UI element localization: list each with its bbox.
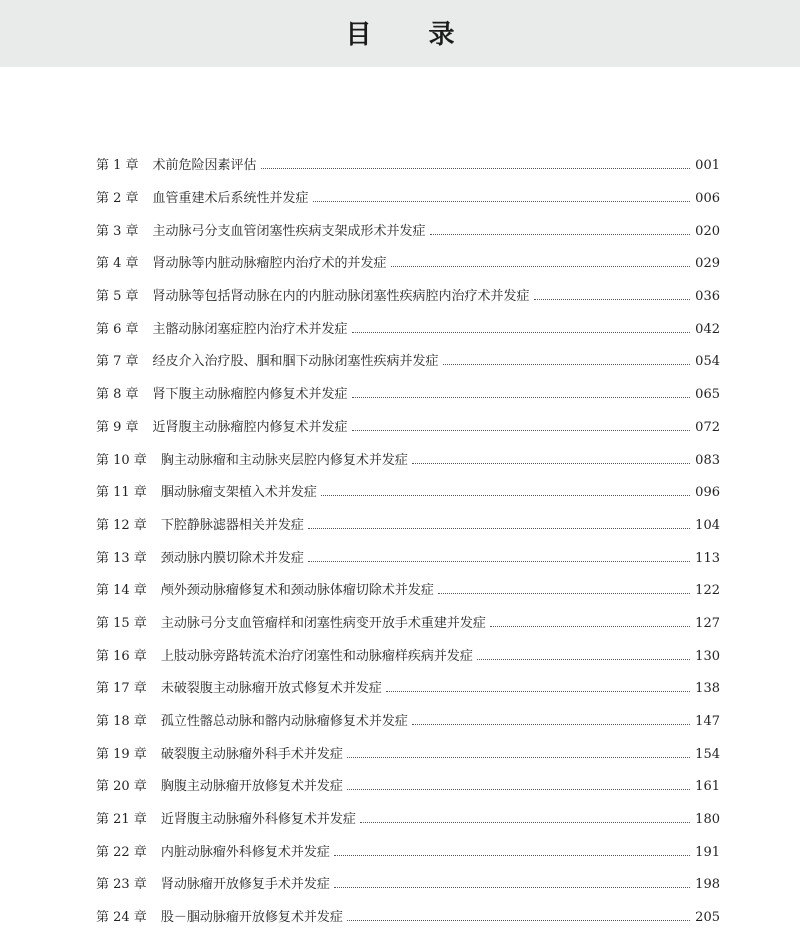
toc-chapter-title: 颈动脉内膜切除术并发症 bbox=[160, 550, 304, 566]
toc-page-number: 029 bbox=[695, 256, 720, 272]
toc-chapter-number: 第 17 章 bbox=[96, 681, 147, 697]
toc-chapter-number: 第 20 章 bbox=[96, 779, 147, 795]
toc-entry[interactable] bbox=[96, 313, 720, 346]
toc-chapter-number: 第 10 章 bbox=[96, 452, 147, 468]
toc-entry[interactable] bbox=[96, 477, 720, 510]
toc-entry[interactable] bbox=[96, 771, 720, 804]
toc-dot-leader bbox=[386, 690, 690, 692]
toc-chapter-number: 第 9 章 bbox=[96, 419, 139, 435]
toc-entry[interactable] bbox=[96, 346, 720, 379]
toc-entry[interactable] bbox=[96, 444, 720, 477]
toc-page-number: 006 bbox=[695, 191, 720, 207]
toc-page-number: 054 bbox=[695, 354, 720, 370]
toc-entry[interactable] bbox=[96, 248, 720, 281]
toc-chapter-number: 第 13 章 bbox=[96, 550, 147, 566]
toc-chapter-title: 肾动脉等内脏动脉瘤腔内治疗术的并发症 bbox=[152, 256, 387, 272]
toc-page-number: 065 bbox=[695, 387, 720, 403]
toc-page-number: 001 bbox=[695, 158, 720, 174]
toc-dot-leader bbox=[313, 200, 690, 202]
toc-dot-leader bbox=[261, 167, 690, 169]
toc-dot-leader bbox=[477, 658, 690, 660]
toc-chapter-title: 经皮介入治疗股、腘和腘下动脉闭塞性疾病并发症 bbox=[152, 354, 439, 370]
toc-entry[interactable] bbox=[96, 640, 720, 673]
toc-dot-leader bbox=[321, 494, 690, 496]
toc-page-number: 161 bbox=[695, 779, 720, 795]
toc-dot-leader bbox=[490, 625, 690, 627]
toc-chapter-title: 主动脉弓分支血管闭塞性疾病支架成形术并发症 bbox=[152, 223, 426, 239]
toc-entry[interactable] bbox=[96, 379, 720, 412]
toc-chapter-number: 第 6 章 bbox=[96, 321, 139, 337]
toc-chapter-number: 第 5 章 bbox=[96, 289, 139, 305]
toc-chapter-title: 胸主动脉瘤和主动脉夹层腔内修复术并发症 bbox=[160, 452, 408, 468]
toc-page-number: 036 bbox=[695, 289, 720, 305]
toc-page-number: 147 bbox=[695, 714, 720, 730]
toc-page-number: 083 bbox=[695, 452, 720, 468]
toc-entry[interactable] bbox=[96, 608, 720, 641]
toc-chapter-title: 股－腘动脉瘤开放修复术并发症 bbox=[160, 910, 343, 926]
toc-chapter-title: 肾动脉瘤开放修复手术并发症 bbox=[160, 877, 330, 893]
toc-chapter-title: 主动脉弓分支血管瘤样和闭塞性病变开放手术重建并发症 bbox=[160, 615, 486, 631]
toc-page-number: 113 bbox=[695, 550, 720, 566]
toc-dot-leader bbox=[352, 429, 690, 431]
toc-dot-leader bbox=[443, 363, 690, 365]
toc-dot-leader bbox=[438, 592, 690, 594]
toc-entry[interactable] bbox=[96, 836, 720, 869]
toc-entry[interactable] bbox=[96, 804, 720, 837]
toc-chapter-title: 颅外颈动脉瘤修复术和颈动脉体瘤切除术并发症 bbox=[160, 583, 434, 599]
toc-page-number: 130 bbox=[695, 648, 720, 664]
toc-dot-leader bbox=[391, 265, 690, 267]
toc-page-number: 138 bbox=[695, 681, 720, 697]
toc-dot-leader bbox=[347, 788, 690, 790]
toc-chapter-title: 破裂腹主动脉瘤外科手术并发症 bbox=[160, 746, 343, 762]
toc-chapter-title: 血管重建术后系统性并发症 bbox=[152, 191, 309, 207]
toc-chapter-title: 未破裂腹主动脉瘤开放式修复术并发症 bbox=[160, 681, 382, 697]
toc-chapter-number: 第 23 章 bbox=[96, 877, 147, 893]
toc-entry[interactable] bbox=[96, 869, 720, 902]
toc-chapter-title: 术前危险因素评估 bbox=[152, 158, 257, 174]
toc-page-number: 180 bbox=[695, 812, 720, 828]
toc-chapter-title: 腘动脉瘤支架植入术并发症 bbox=[160, 485, 317, 501]
toc-dot-leader bbox=[308, 560, 690, 562]
toc-dot-leader bbox=[334, 854, 690, 856]
toc-chapter-number: 第 22 章 bbox=[96, 844, 147, 860]
toc-chapter-number: 第 4 章 bbox=[96, 256, 139, 272]
toc-page-number: 122 bbox=[695, 583, 720, 599]
toc-chapter-number: 第 24 章 bbox=[96, 910, 147, 926]
toc-chapter-title: 肾下腹主动脉瘤腔内修复术并发症 bbox=[152, 387, 348, 403]
toc-dot-leader bbox=[352, 331, 690, 333]
toc-entry[interactable] bbox=[96, 281, 720, 314]
toc-chapter-number: 第 7 章 bbox=[96, 354, 139, 370]
toc-page-number: 042 bbox=[695, 321, 720, 337]
toc-dot-leader bbox=[347, 756, 690, 758]
toc-chapter-title: 胸腹主动脉瘤开放修复术并发症 bbox=[160, 779, 343, 795]
toc-chapter-number: 第 16 章 bbox=[96, 648, 147, 664]
toc-chapter-title: 近肾腹主动脉瘤外科修复术并发症 bbox=[160, 812, 356, 828]
toc-entry[interactable] bbox=[96, 706, 720, 739]
table-of-contents bbox=[96, 150, 720, 935]
toc-page-number: 127 bbox=[695, 615, 720, 631]
toc-chapter-number: 第 19 章 bbox=[96, 746, 147, 762]
toc-chapter-title: 孤立性髂总动脉和髂内动脉瘤修复术并发症 bbox=[160, 714, 408, 730]
toc-entry[interactable] bbox=[96, 150, 720, 183]
toc-chapter-number: 第 2 章 bbox=[96, 191, 139, 207]
toc-entry[interactable] bbox=[96, 575, 720, 608]
toc-dot-leader bbox=[347, 919, 690, 921]
toc-dot-leader bbox=[534, 298, 690, 300]
toc-page-number: 020 bbox=[695, 223, 720, 239]
toc-entry[interactable] bbox=[96, 542, 720, 575]
toc-entry[interactable] bbox=[96, 902, 720, 935]
toc-page-number: 205 bbox=[695, 910, 720, 926]
toc-dot-leader bbox=[352, 396, 690, 398]
toc-chapter-number: 第 15 章 bbox=[96, 615, 147, 631]
toc-chapter-title: 内脏动脉瘤外科修复术并发症 bbox=[160, 844, 330, 860]
toc-entry[interactable] bbox=[96, 215, 720, 248]
toc-chapter-number: 第 12 章 bbox=[96, 517, 147, 533]
toc-chapter-title: 近肾腹主动脉瘤腔内修复术并发症 bbox=[152, 419, 348, 435]
toc-entry[interactable] bbox=[96, 412, 720, 445]
toc-chapter-number: 第 21 章 bbox=[96, 812, 147, 828]
toc-chapter-number: 第 18 章 bbox=[96, 714, 147, 730]
toc-dot-leader bbox=[430, 233, 690, 235]
toc-chapter-title: 上肢动脉旁路转流术治疗闭塞性和动脉瘤样疾病并发症 bbox=[160, 648, 473, 664]
toc-chapter-number: 第 1 章 bbox=[96, 158, 139, 174]
header-band bbox=[0, 0, 800, 67]
toc-chapter-number: 第 11 章 bbox=[96, 485, 147, 501]
toc-dot-leader bbox=[360, 821, 690, 823]
toc-page-number: 104 bbox=[695, 517, 720, 533]
toc-entry[interactable] bbox=[96, 673, 720, 706]
toc-dot-leader bbox=[308, 527, 690, 529]
toc-chapter-title: 下腔静脉滤器相关并发症 bbox=[160, 517, 304, 533]
toc-dot-leader bbox=[412, 723, 690, 725]
toc-chapter-number: 第 8 章 bbox=[96, 387, 139, 403]
toc-chapter-title: 主髂动脉闭塞症腔内治疗术并发症 bbox=[152, 321, 348, 337]
toc-entry[interactable] bbox=[96, 738, 720, 771]
toc-entry[interactable] bbox=[96, 510, 720, 543]
toc-dot-leader bbox=[412, 462, 690, 464]
toc-chapter-number: 第 14 章 bbox=[96, 583, 147, 599]
toc-page-number: 198 bbox=[695, 877, 720, 893]
toc-page-number: 096 bbox=[695, 485, 720, 501]
toc-page-number: 154 bbox=[695, 746, 720, 762]
toc-dot-leader bbox=[334, 886, 690, 888]
toc-chapter-number: 第 3 章 bbox=[96, 223, 139, 239]
page-title: 目 录 bbox=[345, 20, 479, 50]
toc-page-number: 191 bbox=[695, 844, 720, 860]
toc-chapter-title: 肾动脉等包括肾动脉在内的内脏动脉闭塞性疾病腔内治疗术并发症 bbox=[152, 289, 530, 305]
toc-entry[interactable] bbox=[96, 183, 720, 216]
toc-page-number: 072 bbox=[695, 419, 720, 435]
